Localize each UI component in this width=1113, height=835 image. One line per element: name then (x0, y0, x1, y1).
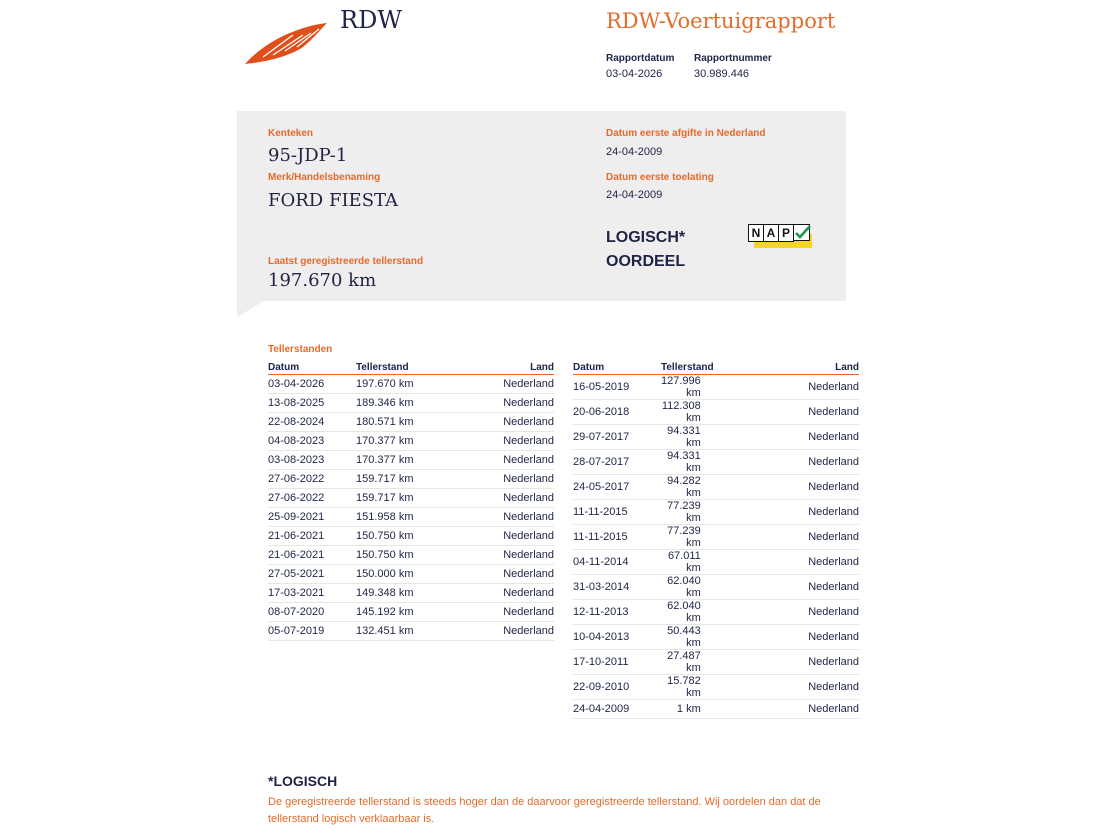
nap-letter-p: P (778, 224, 794, 242)
odometer-value: 197.670 km (268, 270, 377, 291)
cell-country: Nederland (466, 489, 554, 508)
nap-logo (748, 224, 814, 250)
cell-date: 25-09-2021 (268, 508, 356, 527)
cell-date: 08-07-2020 (268, 603, 356, 622)
cell-country: Nederland (466, 394, 554, 413)
cell-date: 04-08-2023 (268, 432, 356, 451)
verdict-logisch: LOGISCH* (606, 229, 686, 246)
readings-table-left (268, 361, 554, 641)
cell-date: 05-07-2019 (268, 622, 356, 641)
cell-country: Nederland (793, 700, 859, 719)
column-header-country: Land (466, 361, 554, 375)
cell-country: Nederland (466, 432, 554, 451)
cell-date: 28-07-2017 (573, 450, 661, 475)
cell-date: 24-04-2009 (573, 700, 661, 719)
make-label: Merk/Handelsbenaming (268, 172, 381, 183)
cell-km: 197.670 km (356, 375, 466, 394)
cell-km: 62.040 km (661, 600, 793, 625)
readings-header-row (268, 361, 554, 375)
brand-name: RDW (340, 6, 402, 34)
cell-country: Nederland (466, 451, 554, 470)
table-row (268, 394, 554, 413)
report-number: 30.989.446 (694, 68, 750, 80)
table-row (268, 413, 554, 432)
table-row (573, 700, 859, 719)
cell-date: 11-11-2015 (573, 525, 661, 550)
verdict-oordeel: OORDEEL (606, 253, 686, 270)
cell-km: 62.040 km (661, 575, 793, 600)
cell-country: Nederland (466, 565, 554, 584)
table-row (268, 584, 554, 603)
table-row (573, 575, 859, 600)
cell-date: 21-06-2021 (268, 546, 356, 565)
cell-date: 20-06-2018 (573, 400, 661, 425)
cell-km: 94.331 km (661, 425, 793, 450)
table-row (573, 625, 859, 650)
rdw-feather-logo-icon (243, 21, 329, 66)
make-value: FORD FIESTA (268, 190, 399, 211)
column-header-km: Tellerstand (661, 361, 793, 375)
table-row (573, 400, 859, 425)
table-row (268, 565, 554, 584)
cell-country: Nederland (466, 622, 554, 641)
cell-date: 13-08-2025 (268, 394, 356, 413)
readings-table-right (573, 361, 859, 719)
cell-country: Nederland (793, 400, 859, 425)
cell-km: 150.000 km (356, 565, 466, 584)
cell-date: 12-11-2013 (573, 600, 661, 625)
cell-country: Nederland (793, 425, 859, 450)
table-row (268, 489, 554, 508)
cell-country: Nederland (466, 546, 554, 565)
readings-title: Tellerstanden (268, 344, 333, 355)
column-header-country: Land (793, 361, 859, 375)
table-row (573, 475, 859, 500)
cell-date: 27-05-2021 (268, 565, 356, 584)
cell-date: 17-10-2011 (573, 650, 661, 675)
readings-header-row (573, 361, 859, 375)
table-row (573, 425, 859, 450)
footnote-title: *LOGISCH (268, 773, 338, 789)
cell-date: 10-04-2013 (573, 625, 661, 650)
table-row (268, 375, 554, 394)
cell-country: Nederland (793, 550, 859, 575)
cell-country: Nederland (466, 584, 554, 603)
nap-letter-a: A (763, 224, 779, 242)
cell-km: 170.377 km (356, 451, 466, 470)
footnote-text: De geregistreerde tellerstand is steeds hoger dan de daarvoor geregistreerde tellerstand. Wij oordelen dan dat de tellerstand logisch verklaarbaar is. (268, 796, 821, 825)
table-row (573, 600, 859, 625)
cell-date: 03-04-2026 (268, 375, 356, 394)
first-admission-label: Datum eerste toelating (606, 172, 714, 183)
first-issue-label: Datum eerste afgifte in Nederland (606, 128, 766, 139)
cell-km: 149.348 km (356, 584, 466, 603)
table-row (573, 550, 859, 575)
cell-date: 17-03-2021 (268, 584, 356, 603)
cell-km: 189.346 km (356, 394, 466, 413)
cell-km: 27.487 km (661, 650, 793, 675)
cell-date: 27-06-2022 (268, 489, 356, 508)
table-row (268, 622, 554, 641)
cell-country: Nederland (466, 508, 554, 527)
plate-value: 95-JDP-1 (268, 145, 348, 166)
table-row (573, 500, 859, 525)
column-header-date: Datum (268, 361, 356, 375)
plate-label: Kenteken (268, 128, 314, 139)
cell-country: Nederland (793, 500, 859, 525)
cell-country: Nederland (793, 475, 859, 500)
cell-date: 24-05-2017 (573, 475, 661, 500)
cell-date: 22-08-2024 (268, 413, 356, 432)
cell-country: Nederland (466, 603, 554, 622)
table-row (573, 650, 859, 675)
table-row (573, 525, 859, 550)
cell-country: Nederland (793, 600, 859, 625)
cell-km: 94.331 km (661, 450, 793, 475)
cell-km: 112.308 km (661, 400, 793, 425)
cell-km: 151.958 km (356, 508, 466, 527)
cell-country: Nederland (466, 470, 554, 489)
report-number-label: Rapportnummer (694, 53, 772, 64)
cell-km: 180.571 km (356, 413, 466, 432)
nap-letter-n: N (748, 224, 764, 242)
table-row (268, 603, 554, 622)
table-row (573, 375, 859, 400)
table-row (268, 508, 554, 527)
cell-country: Nederland (793, 575, 859, 600)
table-row (268, 470, 554, 489)
report-date-label: Rapportdatum (606, 53, 675, 64)
cell-country: Nederland (466, 413, 554, 432)
cell-km: 132.451 km (356, 622, 466, 641)
cell-country: Nederland (793, 450, 859, 475)
cell-km: 159.717 km (356, 470, 466, 489)
cell-country: Nederland (466, 527, 554, 546)
cell-km: 145.192 km (356, 603, 466, 622)
table-row (268, 527, 554, 546)
cell-date: 11-11-2015 (573, 500, 661, 525)
table-row (573, 675, 859, 700)
cell-date: 22-09-2010 (573, 675, 661, 700)
cell-km: 127.996 km (661, 375, 793, 400)
cell-date: 04-11-2014 (573, 550, 661, 575)
cell-km: 50.443 km (661, 625, 793, 650)
cell-km: 94.282 km (661, 475, 793, 500)
check-icon (793, 224, 811, 242)
cell-date: 03-08-2023 (268, 451, 356, 470)
cell-date: 29-07-2017 (573, 425, 661, 450)
cell-country: Nederland (466, 375, 554, 394)
cell-km: 1 km (661, 700, 793, 719)
cell-country: Nederland (793, 650, 859, 675)
cell-km: 170.377 km (356, 432, 466, 451)
table-row (573, 450, 859, 475)
first-issue-value: 24-04-2009 (606, 146, 663, 158)
cell-country: Nederland (793, 375, 859, 400)
cell-km: 67.011 km (661, 550, 793, 575)
column-header-km: Tellerstand (356, 361, 466, 375)
cell-date: 31-03-2014 (573, 575, 661, 600)
cell-km: 15.782 km (661, 675, 793, 700)
cell-country: Nederland (793, 625, 859, 650)
cell-date: 21-06-2021 (268, 527, 356, 546)
cell-km: 77.239 km (661, 525, 793, 550)
cell-date: 27-06-2022 (268, 470, 356, 489)
cell-km: 150.750 km (356, 527, 466, 546)
cell-km: 77.239 km (661, 500, 793, 525)
cell-km: 159.717 km (356, 489, 466, 508)
table-row (268, 432, 554, 451)
table-row (268, 546, 554, 565)
cell-country: Nederland (793, 525, 859, 550)
odometer-label: Laatst geregistreerde tellerstand (268, 256, 424, 267)
column-header-date: Datum (573, 361, 661, 375)
report-title: RDW-Voertuigrapport (606, 9, 836, 33)
table-row (268, 451, 554, 470)
cell-date: 16-05-2019 (573, 375, 661, 400)
cell-country: Nederland (793, 675, 859, 700)
cell-km: 150.750 km (356, 546, 466, 565)
first-admission-value: 24-04-2009 (606, 189, 663, 201)
report-date: 03-04-2026 (606, 68, 663, 80)
